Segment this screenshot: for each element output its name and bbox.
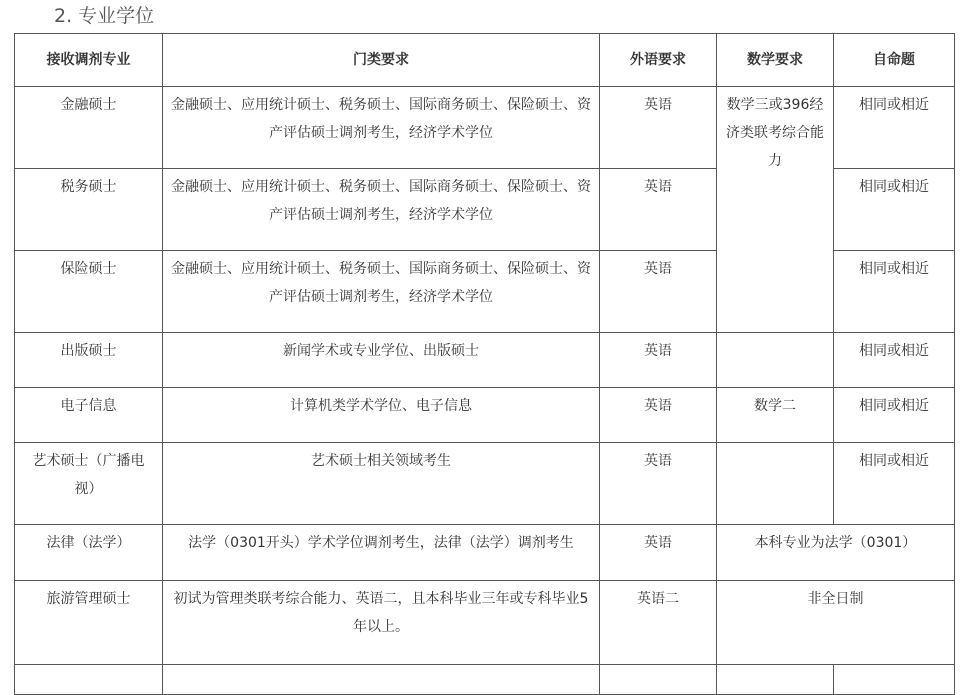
table-row-partial [15, 665, 955, 695]
table-row [15, 443, 955, 525]
cell-language: 英语 [600, 251, 717, 333]
cell-major: 出版硕士 [15, 333, 163, 388]
cell-category: 新闻学术或专业学位、出版硕士 [163, 333, 600, 388]
section-title: 2. 专业学位 [54, 5, 155, 27]
cell-empty [717, 665, 834, 695]
requirements-table [14, 33, 955, 695]
cell-major: 旅游管理硕士 [15, 581, 163, 665]
cell-self-exam: 相同或相近 [834, 443, 955, 525]
cell-major: 法律（法学） [15, 525, 163, 581]
header-language: 外语要求 [600, 34, 717, 87]
header-major: 接收调剂专业 [15, 34, 163, 87]
table-row [15, 581, 955, 665]
cell-math: 数学二 [717, 388, 834, 443]
cell-language: 英语 [600, 169, 717, 251]
cell-self-exam: 相同或相近 [834, 251, 955, 333]
header-math: 数学要求 [717, 34, 834, 87]
header-category: 门类要求 [163, 34, 600, 87]
cell-merged-note: 本科专业为法学（0301） [717, 525, 955, 581]
cell-empty [834, 665, 955, 695]
cell-category: 艺术硕士相关领域考生 [163, 443, 600, 525]
cell-category: 金融硕士、应用统计硕士、税务硕士、国际商务硕士、保险硕士、资产评估硕士调剂考生，经济学术学位 [163, 169, 600, 251]
cell-category: 金融硕士、应用统计硕士、税务硕士、国际商务硕士、保险硕士、资产评估硕士调剂考生，经济学术学位 [163, 251, 600, 333]
cell-language: 英语 [600, 443, 717, 525]
cell-empty [600, 665, 717, 695]
table-row [15, 333, 955, 388]
cell-merged-note: 非全日制 [717, 581, 955, 665]
cell-language: 英语 [600, 87, 717, 169]
cell-self-exam: 相同或相近 [834, 87, 955, 169]
cell-category: 初试为管理类联考综合能力、英语二，且本科毕业三年或专科毕业5年以上。 [163, 581, 600, 665]
cell-empty [163, 665, 600, 695]
cell-category: 计算机类学术学位、电子信息 [163, 388, 600, 443]
cell-major: 电子信息 [15, 388, 163, 443]
cell-language: 英语 [600, 333, 717, 388]
cell-self-exam: 相同或相近 [834, 169, 955, 251]
cell-category: 法学（0301开头）学术学位调剂考生，法律（法学）调剂考生 [163, 525, 600, 581]
cell-category: 金融硕士、应用统计硕士、税务硕士、国际商务硕士、保险硕士、资产评估硕士调剂考生，经济学术学位 [163, 87, 600, 169]
cell-math [717, 443, 834, 525]
cell-major: 保险硕士 [15, 251, 163, 333]
cell-language: 英语 [600, 525, 717, 581]
cell-self-exam: 相同或相近 [834, 388, 955, 443]
cell-major: 艺术硕士（广播电视） [15, 443, 163, 525]
table-row [15, 87, 955, 169]
cell-language: 英语二 [600, 581, 717, 665]
table-row [15, 388, 955, 443]
cell-empty [15, 665, 163, 695]
cell-math-shared: 数学三或396经济类联考综合能力 [717, 87, 834, 333]
cell-major: 金融硕士 [15, 87, 163, 169]
cell-language: 英语 [600, 388, 717, 443]
cell-major: 税务硕士 [15, 169, 163, 251]
header-self-exam: 自命题 [834, 34, 955, 87]
table-header-row [15, 34, 955, 87]
cell-math [717, 333, 834, 388]
cell-self-exam: 相同或相近 [834, 333, 955, 388]
table-row [15, 525, 955, 581]
